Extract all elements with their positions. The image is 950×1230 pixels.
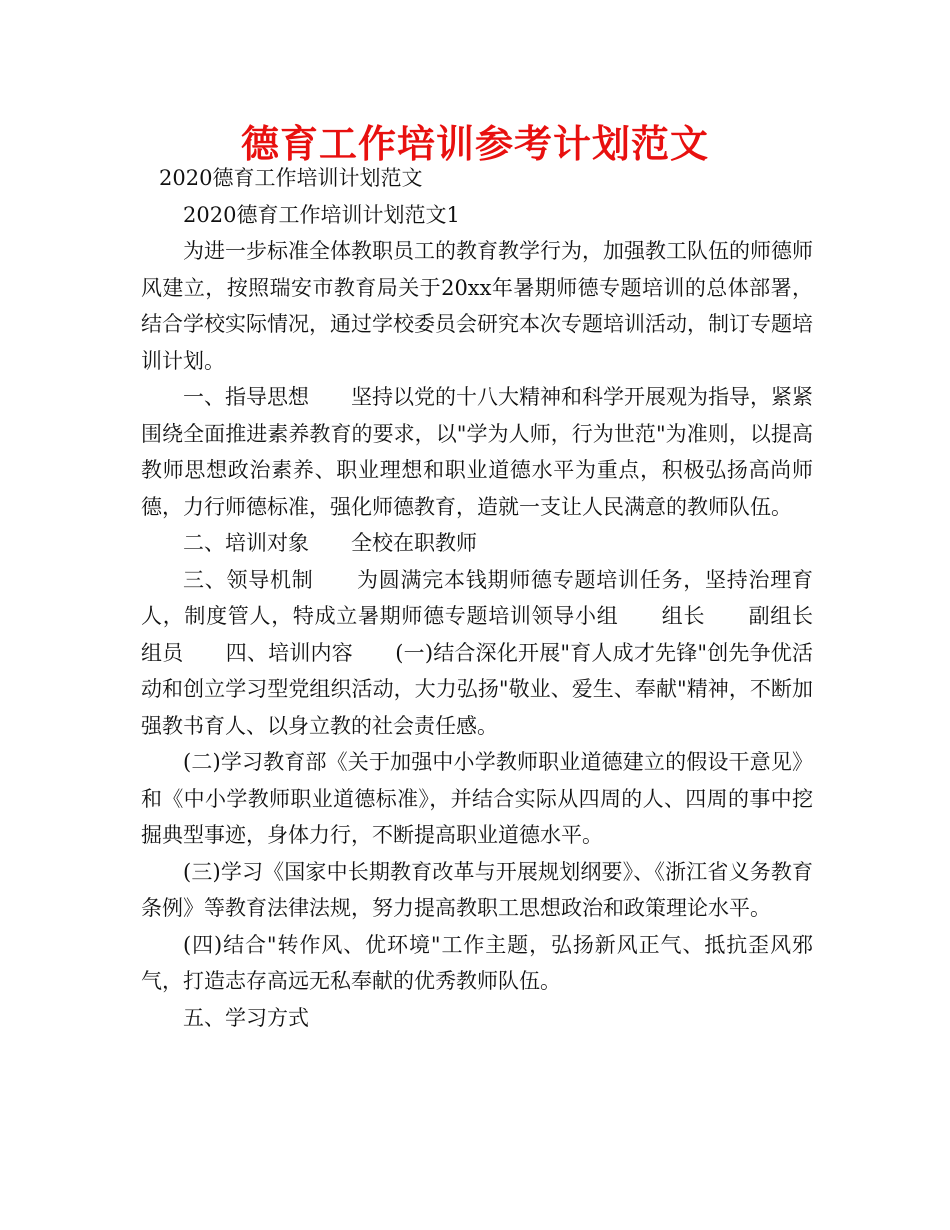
paragraph-guiding-thought: 一、指导思想 坚持以党的十八大精神和科学开展观为指导，紧紧围绕全面推进素养教育的要求，以"学为人师，行为世范"为准则，以提高教师思想政治素养、职业理想和职业道德水平为重点，积极弘扬高尚师德，力行师德标准，强化师德教育，造就一支让人民满意的教师队伍。 (141, 385, 813, 519)
subtitle-line: 2020德育工作培训计划范文 (159, 166, 423, 190)
paragraph-leadership: 三、领导机制 为圆满完本钱期师德专题培训任务，坚持治理育人，制度管人，特成立暑期师德专题培训领导小组 组长 副组长 组员 四、培训内容 (一)结合深化开展"育人成才先锋"创先争优活动和创立学习型党组织活动，大力弘扬"敬业、爱生、奉献"精神，不断加强教书育人、以身立教的社会责任感。 (141, 567, 855, 738)
section-heading: 2020德育工作培训计划范文1 (183, 202, 460, 227)
paragraph-content-4: (四)结合"转作风、优环境"工作主题，弘扬新风正气、抵抗歪风邪气，打造志存高远无私奉献的优秀教师队伍。 (141, 932, 813, 993)
paragraph-intro: 为进一步标准全体教职员工的教育教学行为，加强教工队伍的师德师风建立，按照瑞安市教育局关于20xx年暑期师德专题培训的总体部署，结合学校实际情况，通过学校委员会研究本次专题培训活动，制订专题培训计划。 (141, 239, 813, 373)
document-title: 德育工作培训参考计划范文 (240, 122, 709, 166)
paragraph-study-method: 五、学习方式 (183, 1005, 309, 1030)
document-body (141, 160, 855, 1036)
paragraph-content-2: (二)学习教育部《关于加强中小学教师职业道德建立的假设干意见》和《中小学教师职业道德标准》，并结合实际从四周的人、四周的事中挖掘典型事迹，身体力行，不断提高职业道德水平。 (141, 750, 813, 847)
paragraph-training-target: 二、培训对象 全校在职教师 (183, 531, 477, 555)
paragraph-content-3: (三)学习《国家中长期教育改革与开展规划纲要》、《浙江省义务教育条例》等教育法律法规，努力提高教职工思想政治和政策理论水平。 (141, 859, 813, 920)
